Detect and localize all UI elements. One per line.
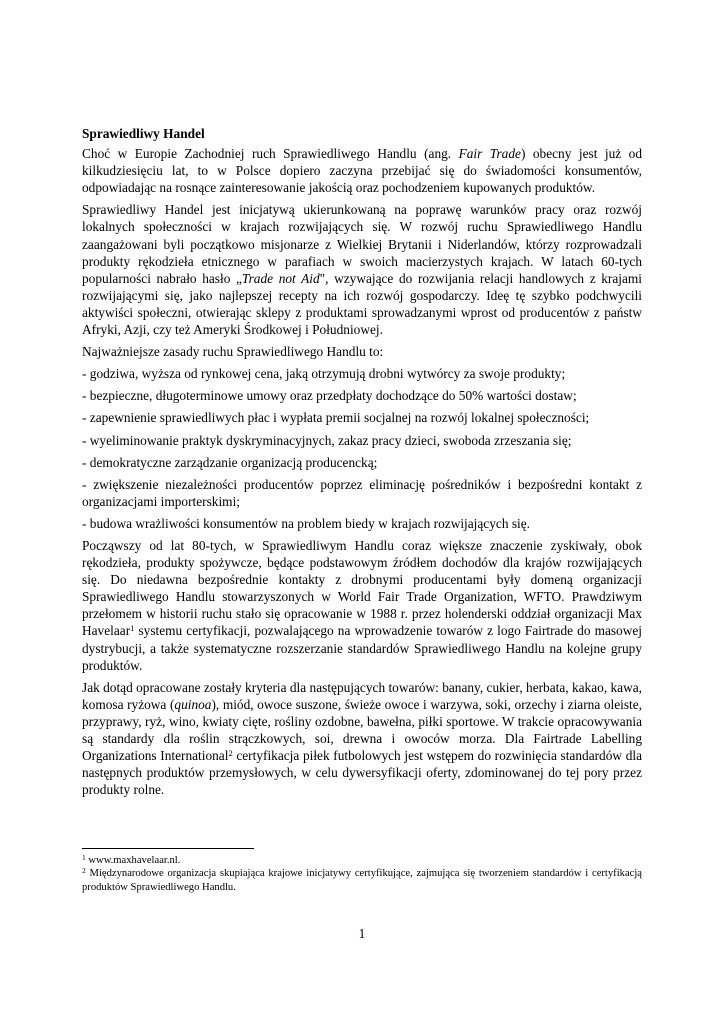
footnote-text: www.maxhavelaar.nl. xyxy=(85,855,181,866)
footnote-mark: 1 xyxy=(82,853,86,862)
footnotes xyxy=(82,854,642,894)
principles-list xyxy=(82,365,642,532)
footnote-item xyxy=(82,867,642,894)
list-item: - zwiększenie niezależności producentów poprzez eliminację pośredników i bezpośredni kontakt z organizacjami importerskimi; xyxy=(82,476,642,509)
list-item: - wyeliminowanie praktyk dyskryminacyjnych, zakaz pracy dzieci, swoboda zrzeszania się; xyxy=(82,432,572,448)
section-heading: Sprawiedliwy Handel xyxy=(82,126,205,141)
paragraph-products xyxy=(82,679,642,799)
text-run: certyfikacja piłek futbolowych jest wstępem do rozwinięcia standardów dla następnych produktów przemysłowych, w celu dywersyfikacji oferty, zdominowanej do tej pory przez produkty rolne. xyxy=(82,748,642,798)
text-run: ) obecny jest już od kilkudziesięciu lat, to w Polsce dopiero zaczyna przebijać się do świadomości konsumentów, odpowiadając na rosnące zainteresowanie jakością oraz pochodzeniem kupowanych produktów. xyxy=(82,146,642,196)
footnote-mark: 2 xyxy=(82,866,86,876)
paragraph-history xyxy=(82,201,642,338)
text-run: Choć w Europie Zachodniej ruch Sprawiedliwego Handlu (ang. xyxy=(82,146,459,162)
list-item: - demokratyczne zarządzanie organizacją producencką; xyxy=(82,454,378,470)
text-run: Począwszy od lat 80-tych, w Sprawiedliwym Handlu coraz większe znaczenie zyskiwały, obok rękodzieła, produkty spożywcze, będące podstawowym źródłem dochodów dla krajów rozwijających się. Do niedawna bezpośrednie kontakty z drobnymi producentami były domeną organizacji Sprawiedliwego Handlu stowarzyszonych w World Fair Trade Organization, WFTO. Prawdziwym przełomem w historii ruchu stało się opracowanie w 1988 r. przez holenderski oddział organizacji Max Havelaar xyxy=(82,537,642,639)
text-run: Sprawiedliwy Handel jest inicjatywą ukierunkowaną na poprawę warunków pracy oraz rozwój lokalnych społeczności w krajach rozwijających się. W rozwój ruchu Sprawiedliwego Handlu zaangażowani byli początkowo misjonarze z Wielkiej Brytanii i Niderlandów, którzy rozprowadzali produkty rękodzieła etnicznego w parafiach w swoich macierzystych krajach. W latach 60-tych popularności nabrało hasło „ xyxy=(82,202,642,286)
emphasis-fair-trade: Fair Trade xyxy=(458,146,521,162)
list-item: - godziwa, wyższa od rynkowej cena, jaką otrzymują drobni wytwórcy za swoje produkty; xyxy=(82,366,566,382)
footnote-ref: 1 xyxy=(130,623,135,634)
main-text xyxy=(82,125,642,803)
text-run: ), miód, owoce suszone, świeże owoce i warzywa, soki, orzechy i ziarna oleiste, przyprawy, ryż, wino, kwiaty cięte, rośliny ozdobne, bawełna, piłki sportowe. W trakcie opracowywania są standardy dla roślin strączkowych, soi, drewna i owoców morza. Dla Fairtrade Labelling Organizations International xyxy=(82,696,642,764)
footnote-separator xyxy=(82,848,254,849)
footnote-ref: 2 xyxy=(228,748,233,759)
emphasis-slogan: Trade not Aid xyxy=(241,270,320,286)
text-run: systemu certyfikacji, pozwalającego na wprowadzenie towarów z logo Fairtrade do masowej dystrybucji, a także systematyczne rozszerzanie standardów Sprawiedliwego Handlu na kolejne grupy produktów. xyxy=(82,623,642,673)
list-item: - budowa wrażliwości konsumentów na problem biedy w krajach rozwijających się. xyxy=(82,515,530,531)
text-run: Jak dotąd opracowane zostały kryteria dla następujących towarów: banany, cukier, herbata, kakao, kawa, komosa ryżowa ( xyxy=(82,679,642,712)
page-number: 1 xyxy=(358,926,366,941)
footnote-item xyxy=(82,854,642,867)
footnote-text: Międzynarodowe organizacja skupiająca krajowe inicjatywy certyfikujące, zajmująca się tworzeniem standardów i certyfikacją produktów Sprawiedliwego Handlu. xyxy=(82,868,642,893)
paragraph-intro xyxy=(82,145,642,196)
paragraph-certification xyxy=(82,537,642,674)
list-item: - zapewnienie sprawiedliwych płac i wypłata premii socjalnej na rozwój lokalnej społeczności; xyxy=(82,410,590,426)
list-item: - bezpieczne, długoterminowe umowy oraz przedpłaty dochodzące do 50% wartości dostaw; xyxy=(82,388,577,404)
text-run: ", wzywające do rozwijania relacji handlowych z krajami rozwijającymi się, jako najlepszej recepty na ich rozwój gospodarczy. Ideę tę szybko podchwycili aktywiści społeczni, otwierając sklepy z produktami sprowadzanymi wprost od producentów z państw Afryki, Azji, czy też Ameryki Środkowej i Południowej. xyxy=(82,270,643,338)
paragraph-principles-intro: Najważniejsze zasady ruchu Sprawiedliwego Handlu to: xyxy=(82,344,384,360)
emphasis-quinoa: quinoa xyxy=(174,696,212,712)
